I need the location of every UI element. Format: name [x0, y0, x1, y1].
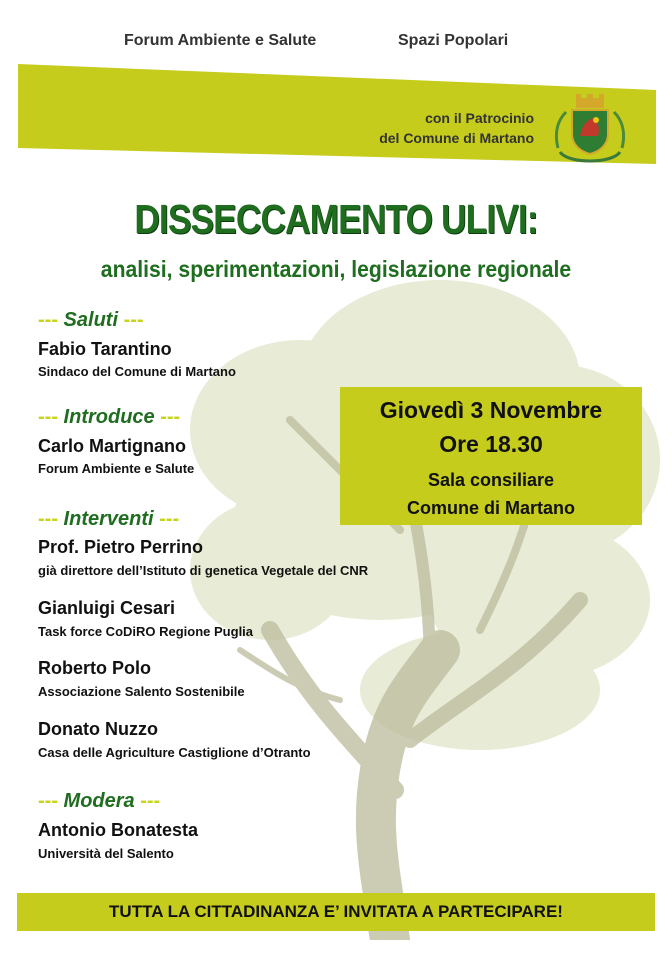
speaker-role: già direttore dell’Istituto di genetica Vegetale del CNR [38, 563, 369, 578]
event-title: DISSECCAMENTO ULIVI: [134, 196, 538, 242]
event-subtitle: analisi, sperimentazioni, legislazione regionale [100, 256, 572, 282]
section-dash: --- [160, 406, 181, 428]
olive-tree-illustration [180, 270, 660, 940]
speaker-role: Sindaco del Comune di Martano [38, 364, 236, 379]
section-dash: --- [159, 508, 180, 530]
section-dash: --- [38, 790, 58, 812]
section-dash: --- [38, 406, 58, 428]
event-time: Ore 18.30 [439, 431, 543, 457]
speaker-name: Gianluigi Cesari [38, 598, 176, 618]
section-label: Modera [63, 790, 135, 812]
patronage-line-1: con il Patrocinio [425, 110, 534, 126]
event-town: Comune di Martano [406, 498, 575, 518]
section-modera [38, 790, 160, 813]
event-info-box [340, 387, 642, 525]
section-dash: --- [140, 790, 161, 812]
speaker-role: Casa delle Agriculture Castiglione d’Otranto [38, 745, 311, 760]
event-date: Giovedì 3 Novembre [379, 397, 603, 423]
organizers [0, 32, 672, 54]
speaker-name: Fabio Tarantino [38, 339, 172, 359]
section-saluti [38, 309, 144, 332]
section-dash: --- [123, 309, 144, 331]
footer-invitation: TUTTA LA CITTADINANZA E’ INVITATA A PARTECIPARE! [17, 893, 655, 931]
section-label: Introduce [63, 406, 155, 428]
section-label: Saluti [63, 309, 118, 331]
speaker-name: Carlo Martignano [38, 436, 187, 456]
speaker-name: Roberto Polo [38, 658, 151, 678]
organizer-spazi-popolari: Spazi Popolari [398, 32, 509, 49]
speaker-name: Prof. Pietro Perrino [38, 537, 204, 557]
section-introduce [38, 406, 180, 429]
patronage-line-2: del Comune di Martano [379, 130, 534, 146]
speaker-name: Antonio Bonatesta [38, 820, 198, 840]
speaker-role: Associazione Salento Sostenibile [38, 684, 245, 699]
patronage-text [379, 108, 534, 148]
organizer-forum: Forum Ambiente e Salute [124, 32, 317, 49]
speaker-role: Università del Salento [38, 846, 174, 861]
section-dash: --- [38, 309, 58, 331]
municipal-crest-icon [550, 92, 630, 168]
speaker-role: Task force CoDiRO Regione Puglia [38, 624, 254, 639]
speaker-name: Donato Nuzzo [38, 719, 158, 739]
section-interventi [38, 508, 179, 531]
speaker-role: Forum Ambiente e Salute [38, 461, 195, 476]
event-place: Sala consiliare [427, 470, 555, 490]
section-dash: --- [38, 508, 58, 530]
section-label: Interventi [63, 508, 154, 530]
